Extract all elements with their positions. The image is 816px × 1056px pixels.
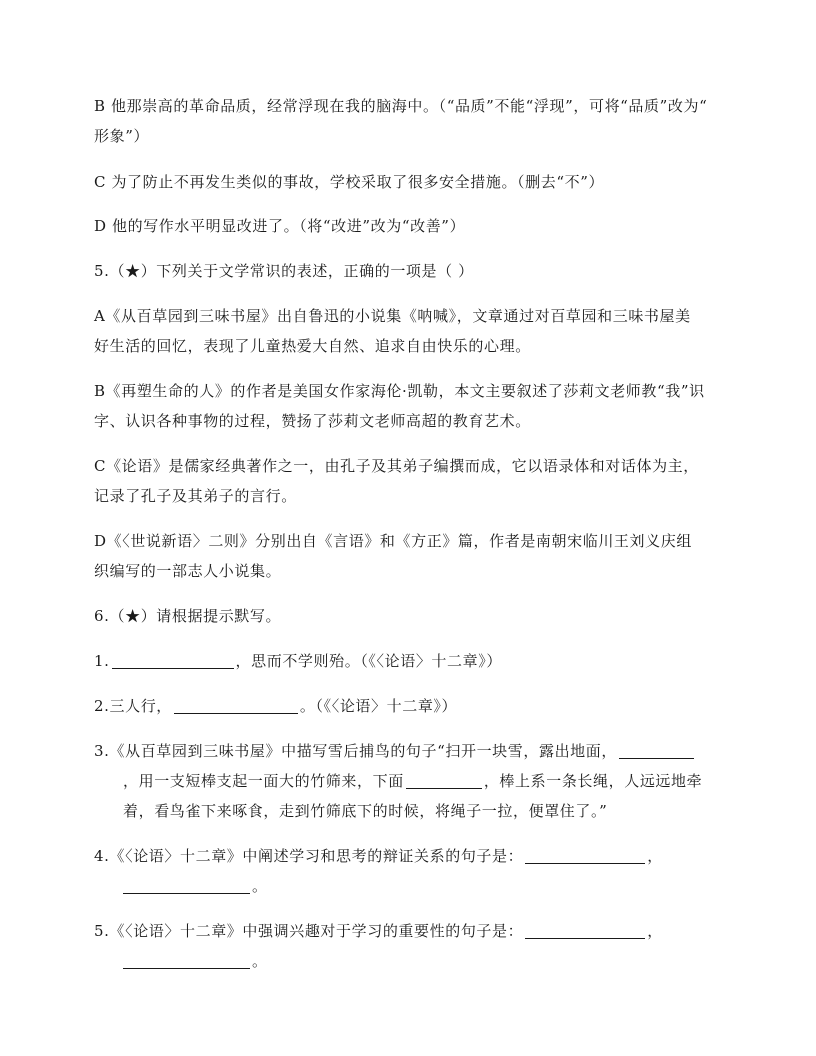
q6-item-3-line-1: [94, 741, 696, 761]
q6-item-2-suffix: 。（《〈论语〉十二章》）: [299, 697, 458, 715]
q5-option-a-line-1: A《从百草园到三味书屋》出自鲁迅的小说集《呐喊》，文章通过对百草园和三味书屋美: [94, 307, 691, 325]
q5-option-d-line-2: 织编写的一部志人小说集。: [94, 562, 282, 580]
q6-item-1: [94, 651, 502, 671]
answer-blank[interactable]: [174, 698, 298, 714]
answer-blank[interactable]: [123, 953, 250, 969]
answer-blank[interactable]: [112, 653, 234, 669]
q6-item-3-line-2-suffix: ，棒上系一条长绳，人远远地牵: [483, 772, 703, 790]
q5-option-c-line-1: C《论语》是儒家经典著作之一，由孔子及其弟子编撰而成，它以语录体和对话体为主，: [94, 457, 699, 475]
answer-blank[interactable]: [619, 743, 694, 759]
q6-item-4-line-1: [94, 846, 663, 866]
q6-item-5-period: 。: [252, 952, 268, 970]
q5-option-b-line-2: 字、认识各种事物的过程，赞扬了莎莉文老师高超的教育艺术。: [94, 412, 531, 430]
q6-item-3-line-2: [123, 771, 702, 791]
q6-item-3-line-2-prefix: ，用一支短棒支起一面大的竹筛来，下面: [123, 772, 404, 790]
answer-blank[interactable]: [525, 923, 645, 939]
q6-item-1-prefix: 1.: [94, 652, 110, 670]
q6-item-3-prefix: 3.《从百草园到三味书屋》中描写雪后捕鸟的句子“扫开一块雪，露出地面，: [94, 742, 617, 760]
answer-blank[interactable]: [525, 848, 645, 864]
option-c: C 为了防止不再发生类似的事故，学校采取了很多安全措施。（删去“不”）: [94, 173, 605, 191]
question-6-stem: 6.（★）请根据提示默写。: [94, 607, 282, 625]
q6-item-5-line-2: [123, 951, 268, 971]
q6-item-2-prefix: 2.三人行，: [94, 697, 172, 715]
q6-item-1-suffix: ，思而不学则殆。（《〈论语〉十二章》）: [235, 652, 502, 670]
q6-item-5-prefix: 5.《〈论语〉十二章》中强调兴趣对于学习的重要性的句子是：: [94, 922, 524, 940]
q6-item-5-line-1: [94, 921, 663, 941]
q6-item-4-line-2: [123, 876, 268, 896]
q5-option-a-line-2: 好生活的回忆，表现了儿童热爱大自然、追求自由快乐的心理。: [94, 337, 531, 355]
q6-item-4-prefix: 4.《〈论语〉十二章》中阐述学习和思考的辩证关系的句子是：: [94, 847, 524, 865]
option-b-line-2: 形象”）: [94, 127, 150, 145]
q6-item-2: [94, 696, 457, 716]
q6-item-4-period: 。: [252, 877, 268, 895]
answer-blank[interactable]: [123, 878, 250, 894]
q5-option-b-line-1: B《再塑生命的人》的作者是美国女作家海伦·凯勒，本文主要叙述了莎莉文老师教“我”识: [94, 382, 705, 400]
answer-blank[interactable]: [406, 773, 482, 789]
q6-item-4-comma: ，: [647, 847, 663, 865]
q5-option-c-line-2: 记录了孔子及其弟子的言行。: [94, 487, 297, 505]
option-b-line-1: B 他那崇高的革命品质，经常浮现在我的脑海中。（“品质”不能“浮现”，可将“品质”改为“: [94, 97, 708, 115]
q6-item-5-comma: ，: [647, 922, 663, 940]
q5-option-d-line-1: D《〈世说新语〉二则》分别出自《言语》和《方正》篇，作者是南朝宋临川王刘义庆组: [94, 532, 692, 550]
question-5-stem: 5.（★）下列关于文学常识的表述，正确的一项是（ ）: [94, 262, 474, 280]
option-d: D 他的写作水平明显改进了。（将“改进”改为“改善”）: [94, 217, 466, 235]
q6-item-3-line-3: 着，看鸟雀下来啄食，走到竹筛底下的时候，将绳子一拉，便罩住了。”: [123, 802, 608, 820]
